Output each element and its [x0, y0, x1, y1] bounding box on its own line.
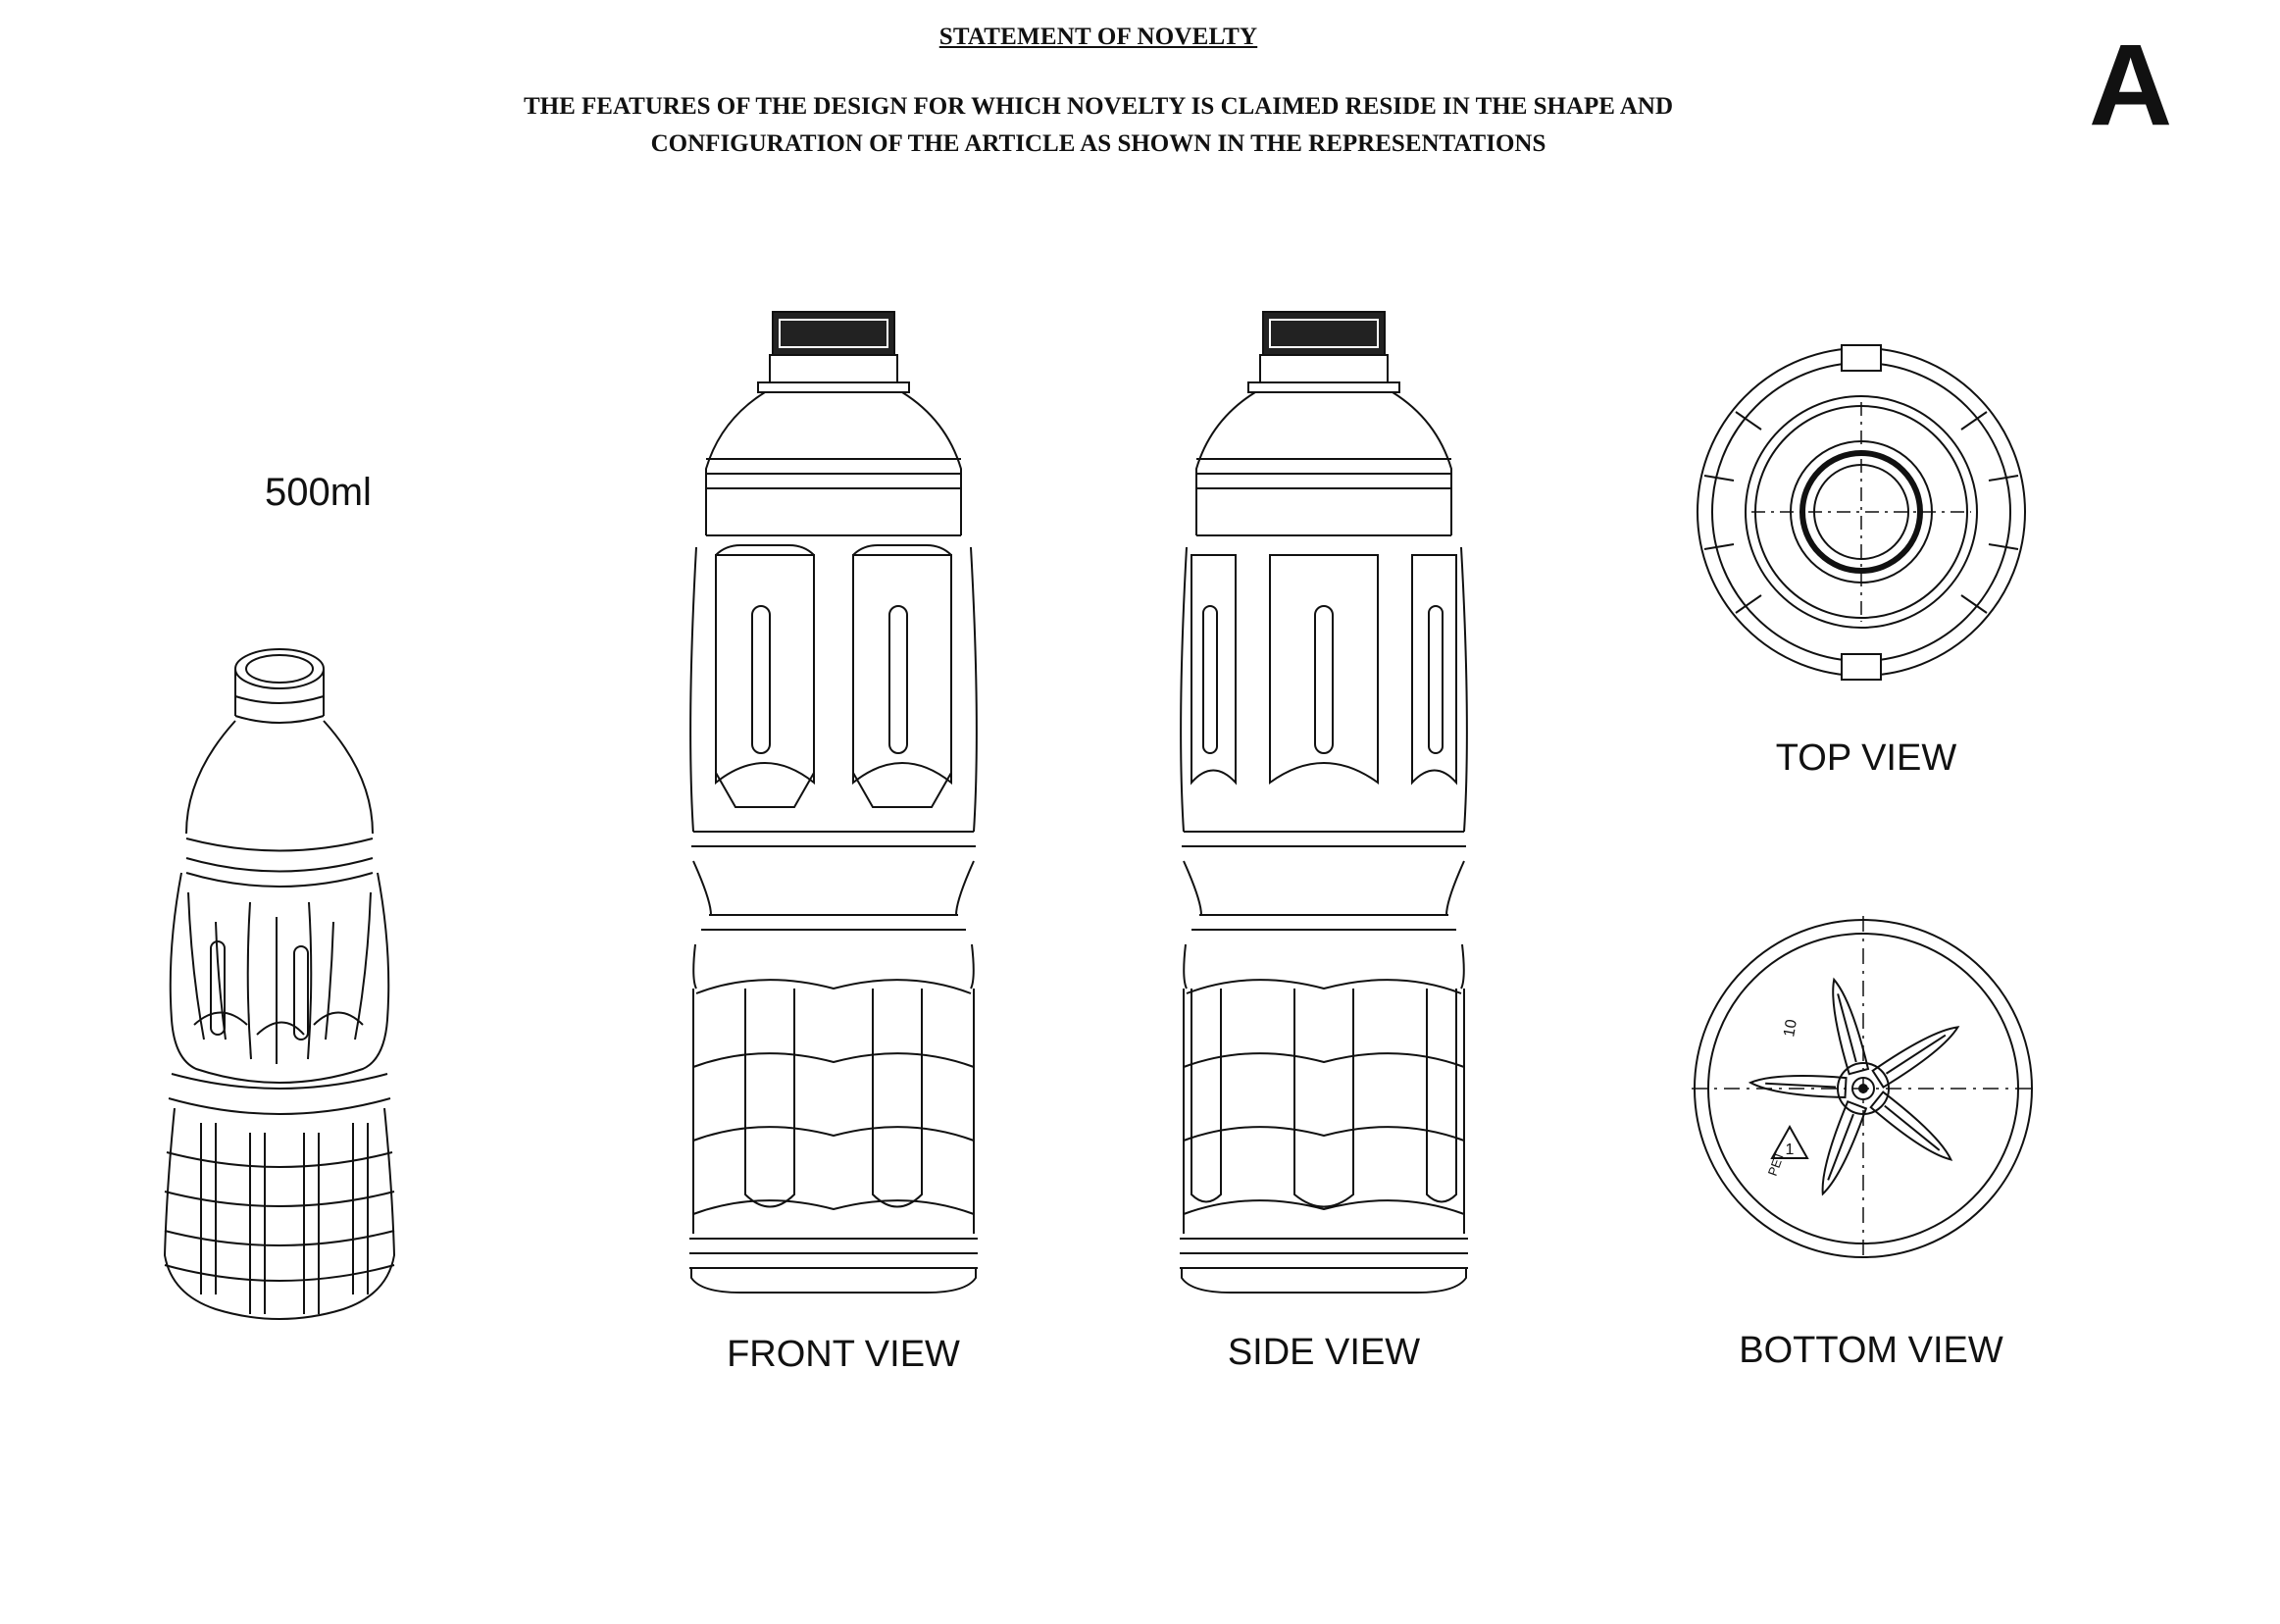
bottle-front-drawing	[682, 312, 986, 1294]
sheet-letter: A	[2089, 21, 2173, 150]
bottle-side-drawing	[1172, 312, 1476, 1294]
mold-number-text: 10	[1781, 1018, 1801, 1039]
capacity-label: 500ml	[265, 471, 372, 514]
statement-title: STATEMENT OF NOVELTY	[938, 24, 1258, 50]
bottle-top-drawing	[1695, 343, 2028, 682]
bottle-perspective-drawing	[157, 628, 402, 1334]
top-view-caption: TOP VIEW	[1775, 737, 1957, 779]
front-view-caption: FRONT VIEW	[727, 1334, 960, 1375]
statement-line-1: THE FEATURES OF THE DESIGN FOR WHICH NOVELTY IS CLAIMED RESIDE IN THE SHAPE AND	[523, 93, 1674, 120]
resin-name-text: PET	[1764, 1149, 1788, 1179]
statement-line-2: CONFIGURATION OF THE ARTICLE AS SHOWN IN THE REPRESENTATIONS	[650, 130, 1546, 157]
bottom-view-caption: BOTTOM VIEW	[1739, 1330, 2003, 1371]
side-view-caption: SIDE VIEW	[1227, 1332, 1421, 1373]
novelty-statement	[0, 88, 2197, 163]
resin-code-text: 1	[1785, 1142, 1795, 1158]
bottle-bottom-drawing	[1692, 916, 2035, 1261]
